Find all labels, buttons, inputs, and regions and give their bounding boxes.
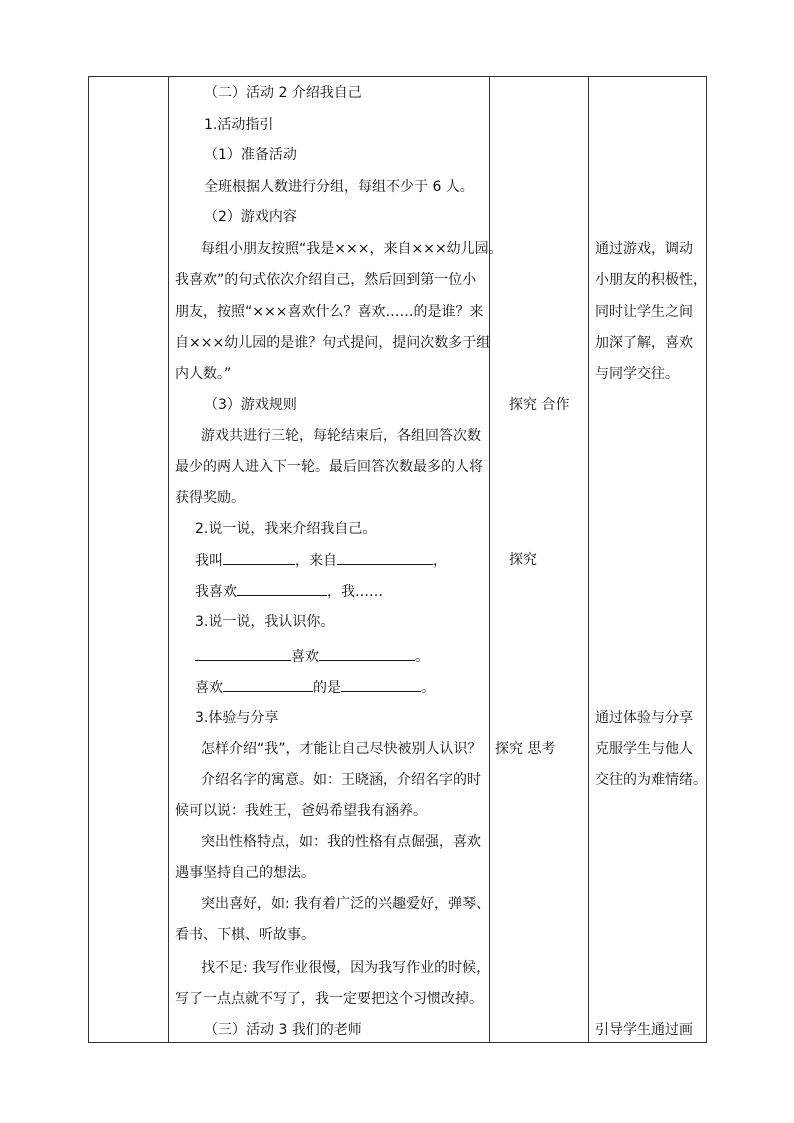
blank-text: ，	[433, 553, 447, 569]
text-line: 突出性格特点，如：我的性格有点倔强，喜欢	[201, 834, 481, 850]
blank-underline	[223, 550, 295, 565]
text-line: 候可以说：我姓王，爸妈希望我有涵养。	[175, 803, 427, 819]
text-line: 突出喜好，如: 我有着广泛的兴趣爱好，弹琴、	[201, 896, 491, 912]
sub-heading: 3.说一说，我认识你。	[195, 614, 335, 630]
text-line: 每组小朋友按照“我是×××，来自×××幼儿园。	[201, 241, 503, 257]
purpose-line: 同时让学生之间	[595, 304, 693, 320]
purpose-line: 加深了解，喜欢	[595, 335, 693, 351]
text-line: 最少的两人进入下一轮。最后回答次数最多的人将	[175, 459, 483, 475]
purpose-line: 克服学生与他人	[595, 741, 693, 757]
method-cell: 探究 思考	[495, 741, 556, 757]
blank-prefix: 我喜欢	[195, 584, 237, 600]
purpose-line: 通过体验与分享	[595, 710, 693, 726]
text-line: 内人数。”	[175, 366, 232, 382]
text-line: 全班根据人数进行分组，每组不少于 6 人。	[204, 179, 474, 195]
step-heading: （2）游戏内容	[204, 209, 297, 225]
blank-text: ，来自	[295, 553, 337, 569]
blank-text: 。	[415, 649, 429, 665]
text-line: 怎样介绍“我”，才能让自己尽快被别人认识？	[201, 741, 482, 757]
text-line: 获得奖励。	[175, 490, 245, 506]
text-line: 游戏共进行三轮，每轮结束后，各组回答次数	[201, 428, 481, 444]
method-cell: 探究	[509, 552, 537, 568]
fill-blank-line	[195, 550, 447, 571]
blank-underline	[337, 550, 433, 565]
sub-heading: 1.活动指引	[204, 117, 274, 133]
purpose-line: 与同学交往。	[595, 366, 679, 382]
sub-heading: 3.体验与分享	[195, 710, 279, 726]
section-heading: （三）活动 3 我们的老师	[204, 1022, 362, 1038]
column-divider	[588, 77, 589, 1042]
text-line: 找不足: 我写作业很慢，因为我写作业的时候，	[201, 960, 491, 976]
blank-text: 的是	[313, 680, 341, 696]
sub-heading: 2.说一说，我来介绍我自己。	[195, 521, 377, 537]
step-heading: （3）游戏规则	[204, 397, 297, 413]
blank-underline	[195, 646, 291, 661]
blank-underline	[223, 677, 313, 692]
text-line: 写了一点点就不写了，我一定要把这个习惯改掉。	[175, 991, 483, 1007]
fill-blank-line	[195, 581, 383, 602]
column-divider	[168, 77, 169, 1042]
method-cell: 探究 合作	[509, 397, 570, 413]
text-line: 我喜欢”的句式依次介绍自己，然后回到第一位小	[175, 272, 477, 288]
text-line: 朋友，按照“×××喜欢什么？喜欢……的是谁？来	[175, 304, 484, 320]
fill-blank-line	[195, 646, 429, 667]
blank-underline	[341, 677, 421, 692]
purpose-line: 小朋友的积极性，	[595, 272, 707, 288]
purpose-line: 交往的为难情绪。	[595, 772, 707, 788]
blank-underline	[237, 581, 327, 596]
text-line: 自×××幼儿园的是谁？句式提问，提问次数多于组	[175, 335, 491, 351]
purpose-line: 通过游戏，调动	[595, 241, 693, 257]
step-heading: （1）准备活动	[204, 147, 297, 163]
text-line: 遇事坚持自己的想法。	[175, 865, 315, 881]
blank-text: 喜欢	[291, 649, 319, 665]
blank-prefix: 喜欢	[195, 680, 223, 696]
blank-prefix: 我叫	[195, 553, 223, 569]
text-line: 看书、下棋、听故事。	[175, 927, 315, 943]
blank-text: 。	[421, 680, 435, 696]
purpose-line: 引导学生通过画	[595, 1022, 693, 1038]
section-heading: （二）活动 2 介绍我自己	[204, 85, 362, 101]
blank-text: ，我……	[327, 584, 383, 600]
blank-underline	[319, 646, 415, 661]
fill-blank-line	[195, 677, 435, 698]
text-line: 介绍名字的寓意。如：王晓涵，介绍名字的时	[201, 772, 481, 788]
